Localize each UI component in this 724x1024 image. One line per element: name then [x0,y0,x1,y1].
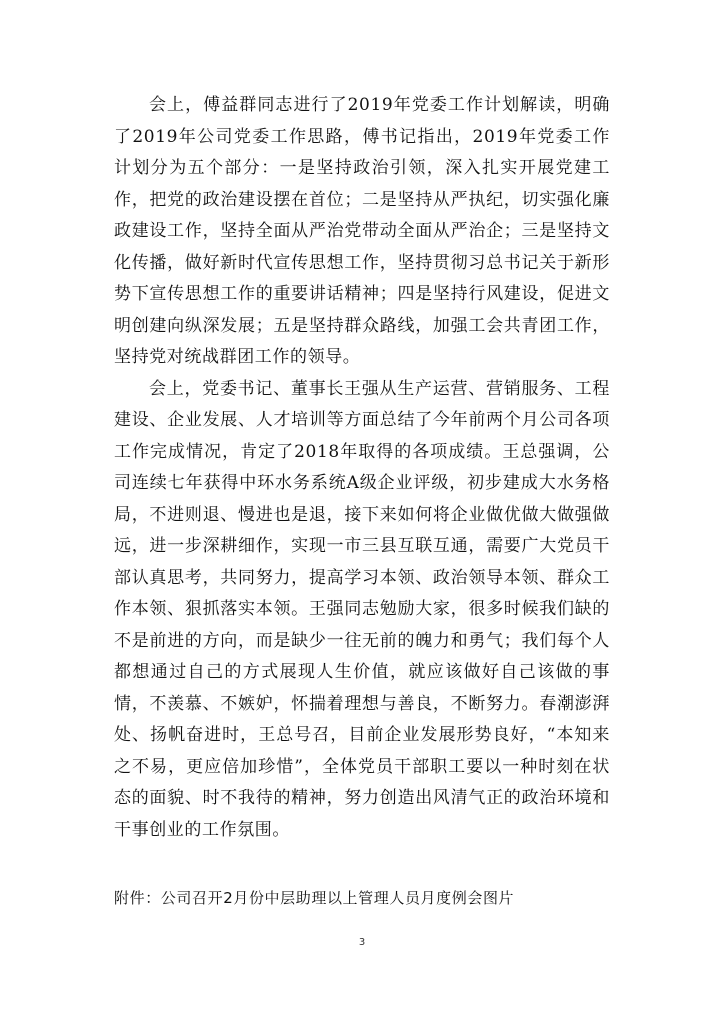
paragraph-work-plan: 会上，傅益群同志进行了2019年党委工作计划解读，明确了2019年公司党委工作思路，傅书记指出，2019年党委工作计划分为五个部分：一是坚持政治引领，深入扎实开展党建工作，把党的政治建设摆在首位；二是坚持从严执纪，切实强化廉政建设工作，坚持全面从严治党带动全面从严治企；三是坚持文化传播，做好新时代宣传思想工作，坚持贯彻习总书记关于新形势下宣传思想工作的重要讲话精神；四是坚持行风建设，促进文明创建向纵深发展；五是坚持群众路线，加强工会共青团工作，坚持党对统战群团工作的领导。 [114,95,610,367]
attachment-note: 附件：公司召开2月份中层助理以上管理人员月度例会图片 [114,889,515,907]
paragraph-work-summary: 会上，党委书记、董事长王强从生产运营、营销服务、工程建设、企业发展、人才培训等方面总结了今年前两个月公司各项工作完成情况，肯定了2018年取得的各项成绩。王总强调，公司连续七年获得中环水务系统A级企业评级，初步建成大水务格局，不进则退、慢进也是退，接下来如何将企业做优做大做强做远，进一步深耕细作，实现一市三县互联互通，需要广大党员干部认真思考，共同努力，提高学习本领、政治领导本领、群众工作本领、狠抓落实本领。王强同志勉励大家，很多时候我们缺的不是前进的方向，而是缺少一往无前的魄力和勇气；我们每个人都想通过自己的方式展现人生价值，就应该做好自己该做的事情，不羡慕、不嫉妒，怀揣着理想与善良，不断努力。春潮澎湃处、扬帆奋进时，王总号召，目前企业发展形势良好，“本知来之不易，更应倍加珍惜”，全体党员干部职工要以一种时刻在状态的面貌、时不我待的精神，努力创造出风清气正的政治环境和干事创业的工作氛围。 [114,378,610,840]
page-number: 3 [358,937,366,948]
body-text [114,90,610,846]
